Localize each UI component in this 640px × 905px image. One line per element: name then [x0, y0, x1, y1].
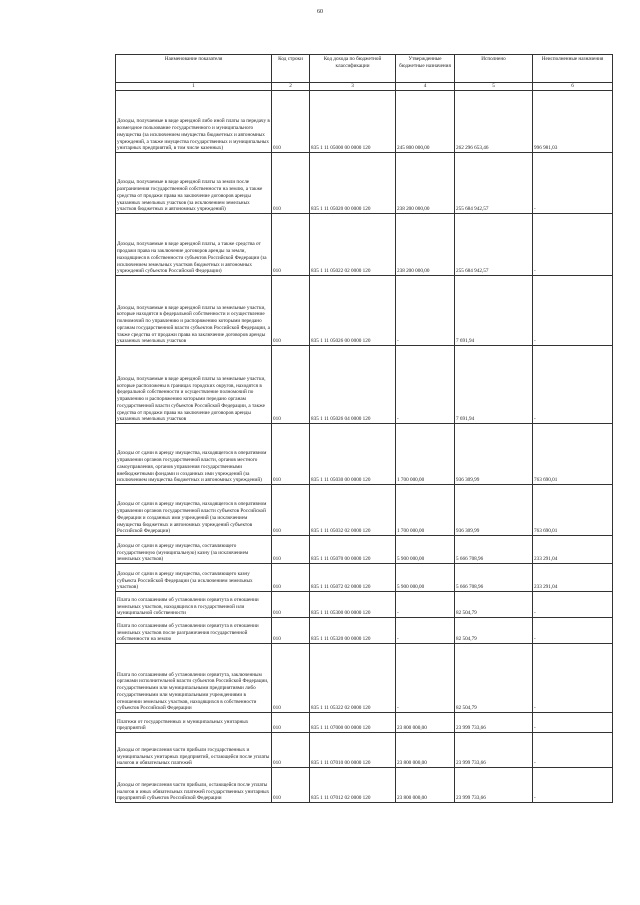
indicator-name: Доходы, получаемые в виде арендной платы за земельные участки, которые расположены в границах городских округов, находятся в федеральной собственности и осуществление полномочий по управлению и распоряжению которыми передано органам государственной власти субъектов Российской Федерации, а также средства от продажи права на заключение договоров аренды указанных земельных участков [116, 346, 272, 424]
budget-code: 835 1 11 05026 00 0000 120 [310, 276, 396, 346]
column-number: 6 [533, 83, 613, 91]
unexecuted-amount: 763 690,01 [533, 424, 613, 485]
table-row [116, 153, 613, 214]
table-row [116, 713, 613, 733]
table-row [116, 485, 613, 536]
executed-amount: 82 504,79 [455, 644, 533, 713]
table-row [116, 564, 613, 592]
line-code: 010 [272, 564, 310, 592]
table-row [116, 768, 613, 803]
unexecuted-amount: - [533, 713, 613, 733]
table-row [116, 536, 613, 564]
approved-amount: 245 800 000,00 [396, 91, 455, 153]
budget-code: 835 1 11 05032 02 0000 120 [310, 485, 396, 536]
indicator-name: Доходы от сдачи в аренду имущества, составляющего государственную (муниципальную) казну (за исключением земельных участков) [116, 536, 272, 564]
executed-amount: 82 504,79 [455, 592, 533, 618]
unexecuted-amount: 233 291,04 [533, 564, 613, 592]
executed-amount: 936 309,99 [455, 424, 533, 485]
column-number: 3 [310, 83, 396, 91]
executed-amount: 255 684 942,57 [455, 214, 533, 276]
indicator-name: Плата по соглашениям об установлении сервитута в отношении земельных участков, находящихся в государственной или муниципальной собственности [116, 592, 272, 618]
page-number: 60 [317, 9, 323, 15]
column-number-row [116, 83, 613, 91]
line-code: 010 [272, 91, 310, 153]
line-code: 010 [272, 214, 310, 276]
budget-code: 835 1 11 05070 00 0000 120 [310, 536, 396, 564]
executed-amount: 7 691,94 [455, 346, 533, 424]
header-line-code: Код строки [272, 55, 310, 83]
indicator-name: Платежи от государственных и муниципальных унитарных предприятий [116, 713, 272, 733]
table-row [116, 276, 613, 346]
unexecuted-amount: - [533, 592, 613, 618]
approved-amount: 5 900 000,00 [396, 564, 455, 592]
executed-amount: 23 999 733,66 [455, 733, 533, 768]
unexecuted-amount: - [533, 346, 613, 424]
table-row [116, 91, 613, 153]
column-number: 4 [396, 83, 455, 91]
executed-amount: 23 999 733,66 [455, 713, 533, 733]
budget-code: 835 1 11 05026 04 0000 120 [310, 346, 396, 424]
approved-amount: 1 700 000,00 [396, 424, 455, 485]
budget-code: 835 1 11 05020 00 0000 120 [310, 153, 396, 214]
budget-code: 835 1 11 05300 00 0000 120 [310, 592, 396, 618]
indicator-name: Доходы, получаемые в виде арендной платы за земельные участки, которые находятся в федеральной собственности и осуществление полномочий по управлению и распоряжению которыми передано органам государственной власти субъектов Российской Федерации, а также средства от продажи права на заключение договоров аренды указанных земельных участков [116, 276, 272, 346]
header-budget-code: Код дохода по бюджетной классификации [310, 55, 396, 83]
table-row [116, 424, 613, 485]
budget-code: 835 1 11 05000 00 0000 120 [310, 91, 396, 153]
executed-amount: 262 296 653,46 [455, 91, 533, 153]
header-unexecuted: Неисполненные назначения [533, 55, 613, 83]
budget-code: 835 1 11 07000 00 0000 120 [310, 713, 396, 733]
executed-amount: 7 691,94 [455, 276, 533, 346]
unexecuted-amount: - [533, 768, 613, 803]
line-code: 010 [272, 276, 310, 346]
table-row [116, 346, 613, 424]
header-executed: Исполнено [455, 55, 533, 83]
indicator-name: Доходы от перечисления части прибыли государственных и муниципальных унитарных предприятий, остающейся после уплаты налогов и обязательных платежей [116, 733, 272, 768]
budget-code: 835 1 11 05072 02 0000 120 [310, 564, 396, 592]
indicator-name: Доходы, получаемые в виде арендной платы за земли после разграничения государственной собственности на землю, а также средства от продажи права на заключение договоров аренды указанных земельных участков (за исключением земельных участков бюджетных и автономных учреждений) [116, 153, 272, 214]
budget-revenue-table [115, 54, 613, 803]
approved-amount: 238 200 000,00 [396, 214, 455, 276]
approved-amount: 238 200 000,00 [396, 153, 455, 214]
indicator-name: Доходы от сдачи в аренду имущества, составляющего казну субъекта Российской Федерации (за исключением земельных участков) [116, 564, 272, 592]
budget-code: 835 1 11 07012 02 0000 120 [310, 768, 396, 803]
line-code: 010 [272, 536, 310, 564]
indicator-name: Доходы от перечисления части прибыли, остающейся после уплаты налогов и иных обязательных платежей государственных унитарных предприятий субъектов Российской Федерации [116, 768, 272, 803]
approved-amount: 23 800 000,00 [396, 768, 455, 803]
approved-amount: - [396, 346, 455, 424]
approved-amount: - [396, 618, 455, 644]
executed-amount: 5 666 708,96 [455, 536, 533, 564]
unexecuted-amount: - [533, 214, 613, 276]
unexecuted-amount: - [533, 153, 613, 214]
table-row [116, 592, 613, 618]
indicator-name: Доходы, получаемые в виде арендной либо иной платы за передачу в возмездное пользование государственного и муниципального имущества (за исключением имущества бюджетных и автономных учреждений, а также имущества государственных и муниципальных унитарных предприятий, в том числе казенных) [116, 91, 272, 153]
line-code: 010 [272, 618, 310, 644]
column-number: 1 [116, 83, 272, 91]
header-indicator-name: Наименование показателя [116, 55, 272, 83]
approved-amount: 23 800 000,00 [396, 713, 455, 733]
approved-amount: 1 700 000,00 [396, 485, 455, 536]
line-code: 010 [272, 346, 310, 424]
line-code: 010 [272, 713, 310, 733]
executed-amount: 5 666 708,96 [455, 564, 533, 592]
executed-amount: 936 309,99 [455, 485, 533, 536]
budget-code: 835 1 11 05030 00 0000 120 [310, 424, 396, 485]
approved-amount: - [396, 276, 455, 346]
unexecuted-amount: 996 981,03 [533, 91, 613, 153]
approved-amount: 23 800 000,00 [396, 733, 455, 768]
line-code: 010 [272, 733, 310, 768]
table-header-row [116, 55, 613, 83]
budget-code: 835 1 11 05022 02 0000 120 [310, 214, 396, 276]
table-row [116, 644, 613, 713]
unexecuted-amount: 233 291,04 [533, 536, 613, 564]
line-code: 010 [272, 424, 310, 485]
unexecuted-amount: - [533, 618, 613, 644]
line-code: 010 [272, 153, 310, 214]
line-code: 010 [272, 768, 310, 803]
executed-amount: 82 504,79 [455, 618, 533, 644]
table-row [116, 733, 613, 768]
line-code: 010 [272, 485, 310, 536]
table-row [116, 618, 613, 644]
approved-amount: 5 900 000,00 [396, 536, 455, 564]
unexecuted-amount: - [533, 733, 613, 768]
executed-amount: 23 999 733,66 [455, 768, 533, 803]
budget-code: 835 1 11 05322 02 0000 120 [310, 644, 396, 713]
budget-code: 835 1 11 07010 00 0000 120 [310, 733, 396, 768]
line-code: 010 [272, 592, 310, 618]
indicator-name: Доходы от сдачи в аренду имущества, находящегося в оперативном управлении органов государственной власти субъектов Российской Федерации и созданных ими учреждений (за исключением имущества бюджетных и автономных учреждений субъектов Российской Федерации) [116, 485, 272, 536]
approved-amount: - [396, 644, 455, 713]
indicator-name: Доходы от сдачи в аренду имущества, находящегося в оперативном управлении органов государственной власти, органов местного самоуправления, органов управления государственными внебюджетными фондами и созданных ими учреждений (за исключением имущества бюджетных и автономных учреждений) [116, 424, 272, 485]
unexecuted-amount: - [533, 276, 613, 346]
header-approved: Утвержденные бюджетные назначения [396, 55, 455, 83]
table-row [116, 214, 613, 276]
indicator-name: Доходы, получаемые в виде арендной платы, а также средства от продажи права на заключение договоров аренды за земли, находящиеся в собственности субъектов Российской Федерации (за исключением земельных участков бюджетных и автономных учреждений субъектов Российской Федерации) [116, 214, 272, 276]
approved-amount: - [396, 592, 455, 618]
indicator-name: Плата по соглашениям об установлении сервитута в отношении земельных участков после разграничения государственной собственности на землю [116, 618, 272, 644]
budget-code: 835 1 11 05320 00 0000 120 [310, 618, 396, 644]
column-number: 2 [272, 83, 310, 91]
indicator-name: Плата по соглашениям об установлении сервитута, заключенным органами исполнительной власти субъектов Российской Федерации, государственными или муниципальными предприятиями либо государственными или муниципальными учреждениями в отношении земельных участков, находящихся в собственности субъектов Российской Федерации [116, 644, 272, 713]
line-code: 010 [272, 644, 310, 713]
unexecuted-amount: 763 690,01 [533, 485, 613, 536]
column-number: 5 [455, 83, 533, 91]
unexecuted-amount: - [533, 644, 613, 713]
executed-amount: 255 684 942,57 [455, 153, 533, 214]
